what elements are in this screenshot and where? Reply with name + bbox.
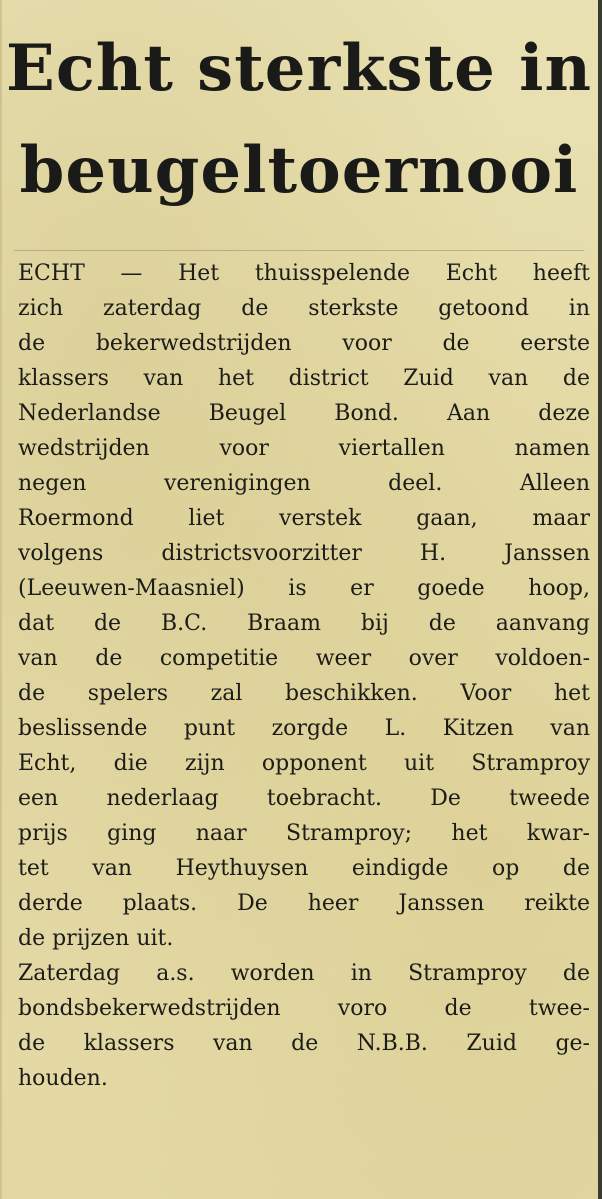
article-line: de prijzen uit. xyxy=(18,926,174,951)
article-line: zich zaterdag de sterkste getoond in xyxy=(18,296,590,321)
article-line: tet van Heythuysen eindigde op de xyxy=(18,856,590,881)
article-line: beslissende punt zorgde L. Kitzen van xyxy=(18,716,590,741)
article-line: prijs ging naar Stramproy; het kwar- xyxy=(18,821,590,846)
article-line: Zaterdag a.s. worden in Stramproy de xyxy=(18,961,590,986)
article-body xyxy=(18,256,590,1096)
article-line: van de competitie weer over voldoen- xyxy=(18,646,590,671)
article-line: dat de B.C. Braam bij de aanvang xyxy=(18,611,590,636)
article-line: Roermond liet verstek gaan, maar xyxy=(18,506,590,531)
article-line: klassers van het district Zuid van de xyxy=(18,366,590,391)
article-line: volgens districtsvoorzitter H. Janssen xyxy=(18,541,590,566)
article-line: Nederlandse Beugel Bond. Aan deze xyxy=(18,401,590,426)
headline-divider xyxy=(14,250,584,251)
clipping-right-edge xyxy=(598,0,602,1199)
article-line: Echt, die zijn opponent uit Stramproy xyxy=(18,751,590,776)
article-line: negen verenigingen deel. Alleen xyxy=(18,471,590,496)
article-line: een nederlaag toebracht. De tweede xyxy=(18,786,590,811)
headline-line-1: Echt sterkste in xyxy=(6,31,592,106)
article-line: de bekerwedstrijden voor de eerste xyxy=(18,331,590,356)
article-line: (Leeuwen-Maasniel) is er goede hoop, xyxy=(18,576,590,601)
article-line: houden. xyxy=(18,1066,108,1091)
article-line: de spelers zal beschikken. Voor het xyxy=(18,681,590,706)
article-line: ECHT — Het thuisspelende Echt heeft xyxy=(18,261,590,286)
article-line: wedstrijden voor viertallen namen xyxy=(18,436,590,461)
headline xyxy=(0,18,598,222)
headline-line-2: beugeltoernooi xyxy=(19,133,579,208)
article-line: de klassers van de N.B.B. Zuid ge- xyxy=(18,1031,590,1056)
article-line: derde plaats. De heer Janssen reikte xyxy=(18,891,590,916)
article-line: bondsbekerwedstrijden voro de twee- xyxy=(18,996,590,1021)
